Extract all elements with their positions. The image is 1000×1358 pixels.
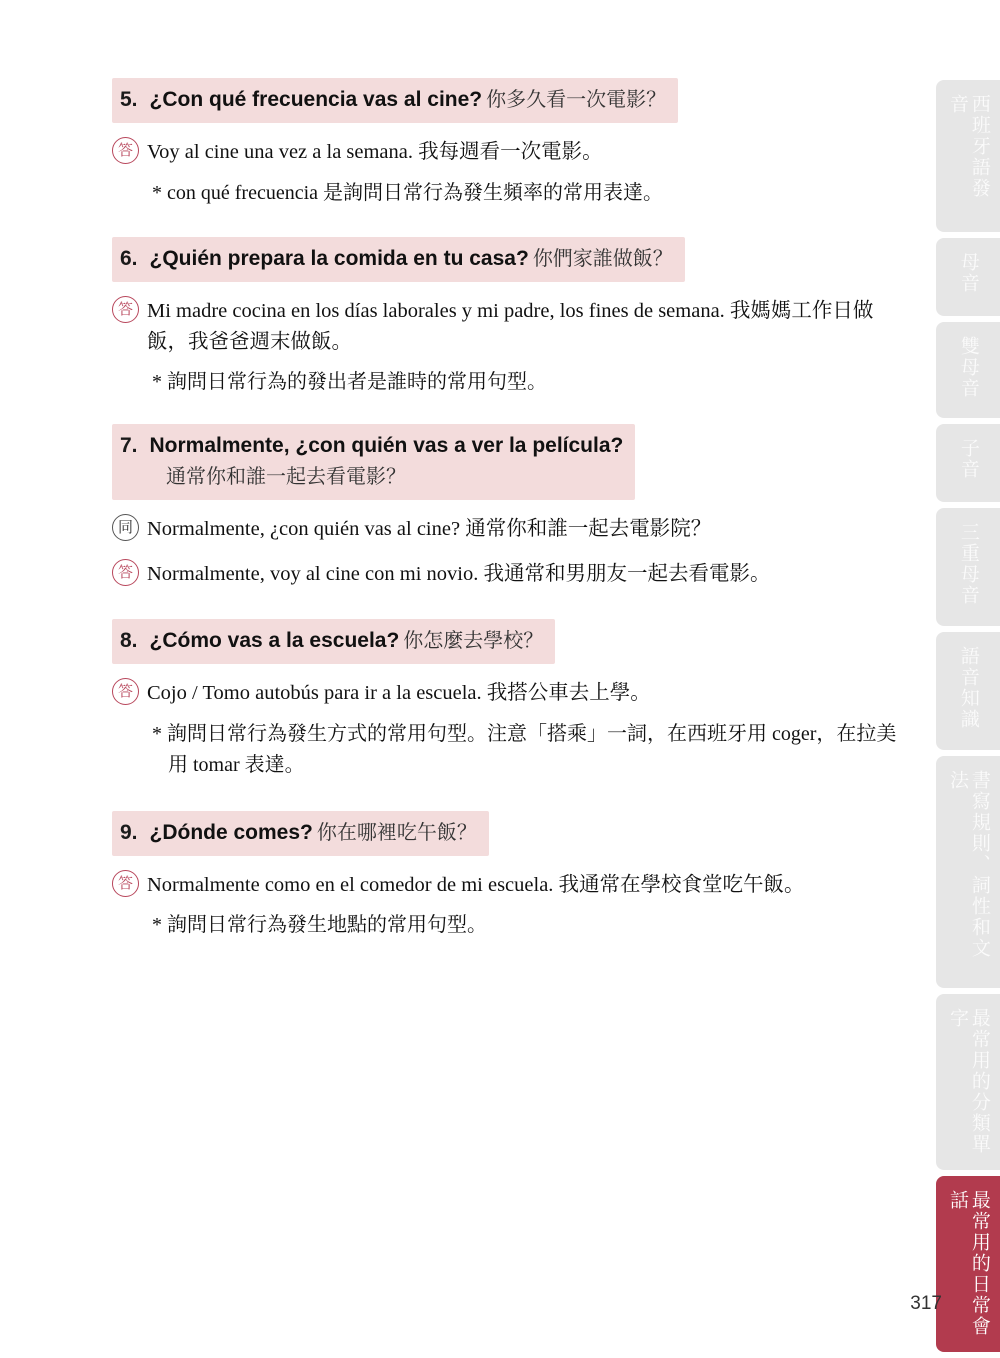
- question-spanish: ¿Quién prepara la comida en tu casa?: [149, 246, 529, 270]
- side-tab-diphthongs[interactable]: [936, 322, 1000, 418]
- answer-row: [112, 676, 902, 708]
- side-tab-label: 最常用的日常會話: [947, 1190, 991, 1337]
- question-chinese: 你們家誰做飯？: [532, 247, 673, 270]
- note-text: * con qué frecuencia 是詢問日常行為發生頻率的常用表達。: [152, 181, 664, 204]
- answer-text: Normalmente como en el comedor de mi escuela. 我通常在學校食堂吃午飯。: [147, 874, 805, 897]
- same-meaning-text: Normalmente, ¿con quién vas al cine? 通常你和誰一起去電影院？: [147, 518, 712, 541]
- answer-badge-icon: 答: [112, 137, 139, 164]
- side-tab-label: 最常用的分類單字: [947, 1008, 991, 1155]
- side-tab-vowels[interactable]: [936, 238, 1000, 316]
- question-chinese: 你怎麼去學校？: [403, 629, 544, 652]
- question-heading: [112, 424, 635, 500]
- answer-badge-icon: 答: [112, 296, 139, 323]
- question-block: [112, 237, 902, 398]
- side-tab-grammar[interactable]: [936, 756, 1000, 988]
- side-tab-label: 書寫規則、詞性和文法: [947, 770, 991, 959]
- side-tab-vocabulary[interactable]: [936, 994, 1000, 1170]
- side-tab-triphthongs[interactable]: [936, 508, 1000, 626]
- page-content: [112, 78, 902, 961]
- side-tab-label: 母音: [957, 252, 980, 294]
- question-heading: [112, 811, 489, 856]
- side-tab-daily-conversation[interactable]: [936, 1176, 1000, 1352]
- question-number: 5.: [120, 88, 138, 111]
- answer-row: [112, 294, 902, 357]
- question-block: [112, 619, 902, 781]
- answer-text: Cojo / Tomo autobús para ir a la escuela. 我搭公車去上學。: [147, 682, 651, 705]
- question-number: 7.: [120, 433, 138, 457]
- question-spanish: Normalmente, ¿con quién vas a ver la película?: [149, 433, 624, 457]
- side-tab-label: 雙母音: [957, 336, 980, 399]
- question-heading: [112, 78, 678, 123]
- answer-text: Normalmente, voy al cine con mi novio. 我通常和男朋友一起去看電影。: [147, 562, 771, 585]
- question-block: [112, 811, 902, 942]
- answer-badge-icon: 答: [112, 559, 139, 586]
- note-text: * 詢問日常行為的發出者是誰時的常用句型。: [152, 370, 547, 393]
- question-heading: [112, 237, 685, 282]
- answer-badge-icon: 答: [112, 870, 139, 897]
- side-tab-phonetics[interactable]: [936, 632, 1000, 750]
- question-spanish: ¿Cómo vas a la escuela?: [149, 628, 400, 652]
- question-heading: [112, 619, 555, 664]
- same-meaning-row: [112, 512, 902, 544]
- question-number: 6.: [120, 246, 138, 270]
- side-tab-label: 西班牙語發音: [947, 94, 991, 199]
- same-badge-icon: 同: [112, 514, 139, 541]
- side-tab-index: [932, 80, 1000, 1358]
- answer-row: [112, 135, 902, 167]
- question-chinese: 通常你和誰一起去看電影？: [166, 466, 406, 489]
- note-text: * 詢問日常行為發生地點的常用句型。: [152, 914, 487, 937]
- answer-text: Mi madre cocina en los días laborales y mi padre, los fines de semana. 我媽媽工作日做飯，我爸爸週末做飯。: [147, 300, 874, 353]
- side-tab-consonants[interactable]: [936, 424, 1000, 502]
- answer-badge-icon: 答: [112, 678, 139, 705]
- side-tab-label: 語音知識: [957, 646, 980, 730]
- question-chinese: 你在哪裡吃午飯？: [316, 821, 477, 844]
- question-block: [112, 424, 902, 589]
- page-number: 317: [910, 1293, 942, 1314]
- question-block: [112, 78, 902, 209]
- question-number: 8.: [120, 628, 138, 652]
- side-tab-label: 子音: [957, 438, 980, 480]
- question-chinese: 你多久看一次電影？: [486, 89, 667, 111]
- answer-text: Voy al cine una vez a la semana. 我每週看一次電影。: [147, 141, 603, 164]
- side-tab-label: 三重母音: [957, 522, 980, 606]
- side-tab-pronunciation[interactable]: [936, 80, 1000, 232]
- question-number: 9.: [120, 820, 138, 844]
- note-text: * 詢問日常行為發生方式的常用句型。注意「搭乘」一詞，在西班牙用 coger，在拉美用 tomar 表達。: [152, 722, 897, 776]
- answer-row: [112, 868, 902, 900]
- answer-row: [112, 557, 902, 589]
- question-spanish: ¿Con qué frecuencia vas al cine?: [149, 88, 483, 111]
- question-spanish: ¿Dónde comes?: [149, 820, 313, 844]
